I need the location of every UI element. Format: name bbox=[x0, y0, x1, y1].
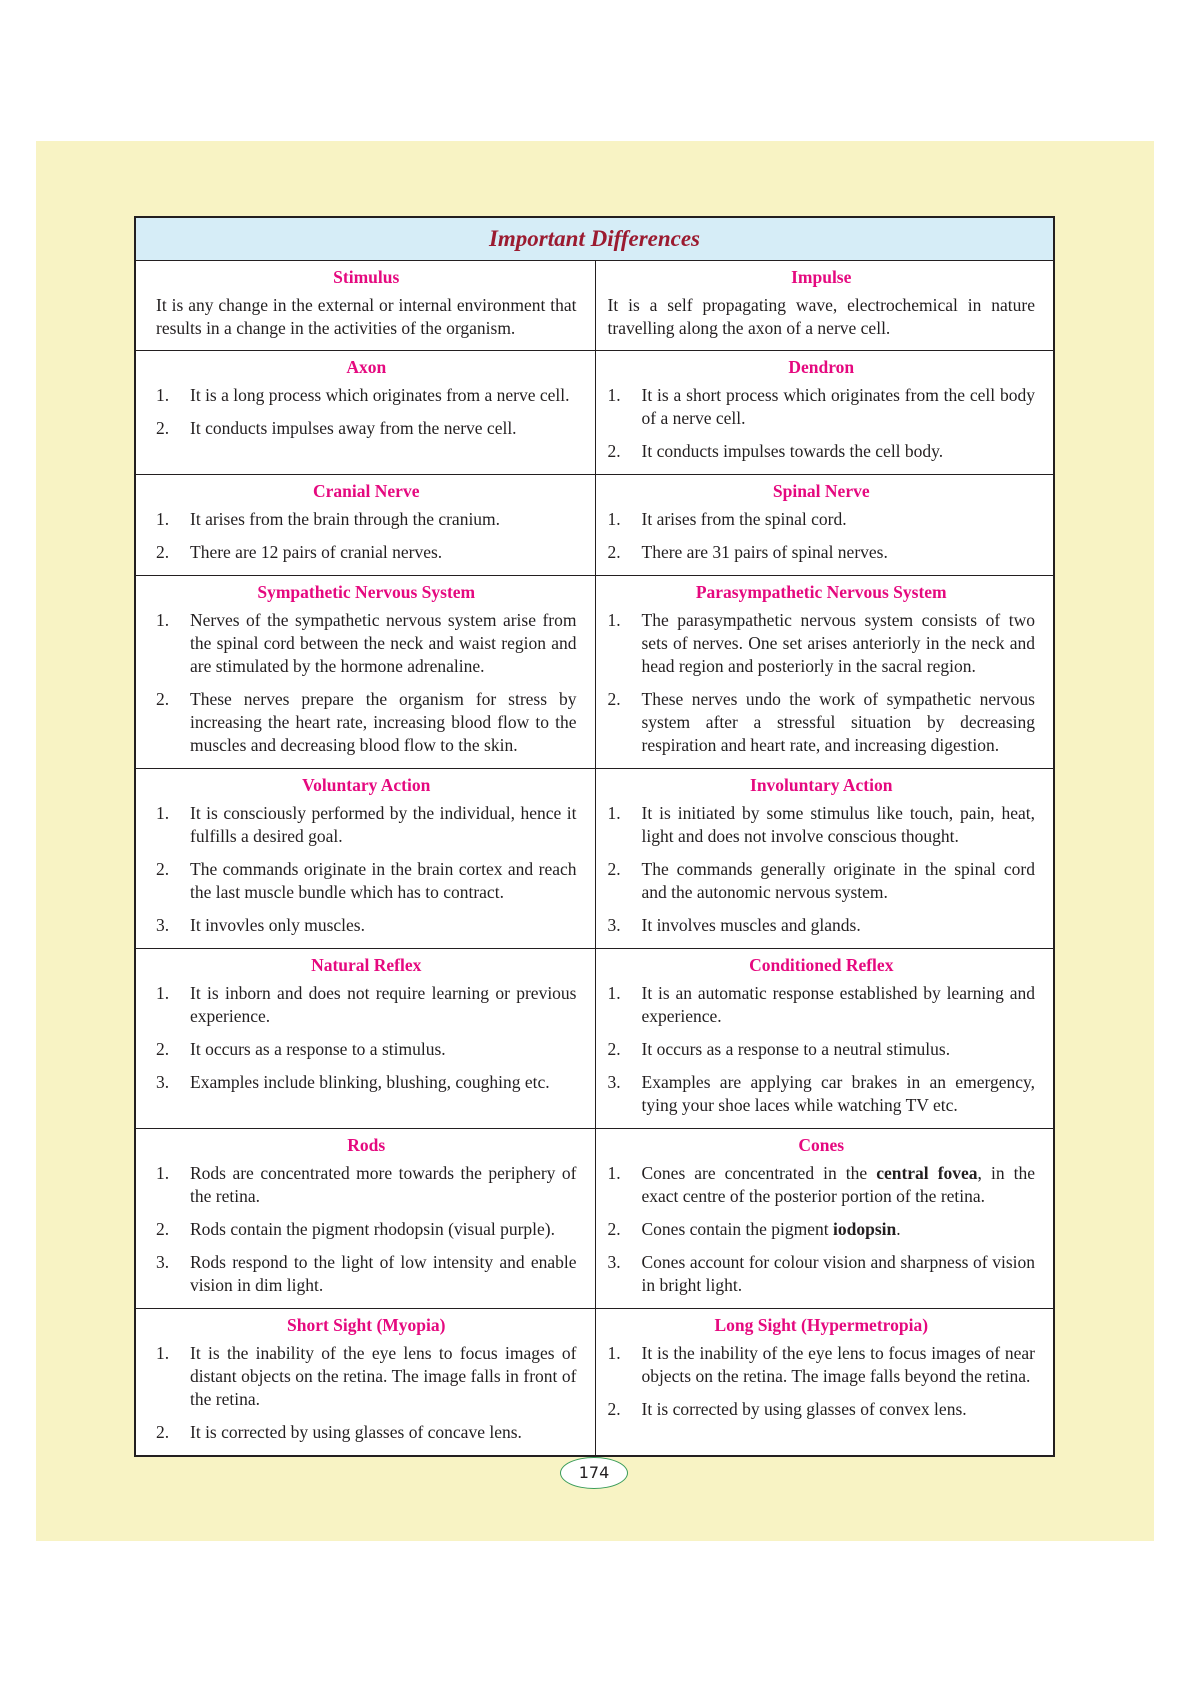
comparison-row bbox=[136, 1309, 1053, 1455]
item-text: There are 12 pairs of cranial nerves. bbox=[190, 542, 443, 562]
item-text: There are 31 pairs of spinal nerves. bbox=[641, 542, 888, 562]
left-column-cell bbox=[136, 949, 595, 1128]
left-column-cell bbox=[136, 351, 595, 474]
point-list bbox=[156, 508, 577, 564]
list-item bbox=[156, 1162, 577, 1208]
item-number: 2. bbox=[607, 1219, 621, 1239]
item-text: Cones account for colour vision and sharpness of vision in bright light. bbox=[641, 1252, 1035, 1295]
item-number: 2. bbox=[156, 418, 170, 438]
right-column-cell bbox=[595, 261, 1054, 350]
point-list bbox=[156, 384, 577, 440]
item-text: The parasympathetic nervous system consists of two sets of nerves. One set arises anteriorly in the neck and head region and posteriorly in the sacral region. bbox=[641, 610, 1035, 676]
term-heading: Axon bbox=[346, 357, 387, 377]
list-item bbox=[608, 914, 1036, 937]
point-list bbox=[608, 609, 1036, 757]
comparison-row bbox=[136, 576, 1053, 769]
key-term: central fovea bbox=[876, 1163, 978, 1183]
comparison-row bbox=[136, 949, 1053, 1129]
item-text: Cones are concentrated in the central fovea, in the exact centre of the posterior portion of the retina. bbox=[641, 1163, 1035, 1206]
item-number: 2. bbox=[156, 542, 170, 562]
point-list bbox=[156, 802, 577, 937]
list-item bbox=[156, 1038, 577, 1061]
term-heading: Impulse bbox=[791, 267, 852, 287]
list-item bbox=[608, 609, 1036, 678]
list-item bbox=[608, 508, 1036, 531]
term-heading: Sympathetic Nervous System bbox=[257, 582, 476, 602]
item-text: It is initiated by some stimulus like touch, pain, heat, light and does not involve conscious thought. bbox=[641, 803, 1035, 846]
left-column-cell bbox=[136, 769, 595, 948]
left-column-cell bbox=[136, 261, 595, 350]
item-text: It invovles only muscles. bbox=[190, 915, 365, 935]
list-item bbox=[608, 1342, 1036, 1388]
comparison-row bbox=[136, 475, 1053, 576]
item-number: 2. bbox=[156, 689, 170, 709]
list-item bbox=[156, 1342, 577, 1411]
item-number: 3. bbox=[607, 1072, 621, 1092]
term-heading: Long Sight (Hypermetropia) bbox=[714, 1315, 929, 1335]
right-column-cell bbox=[595, 1129, 1054, 1308]
list-item bbox=[608, 1071, 1036, 1117]
list-item bbox=[608, 802, 1036, 848]
item-number: 3. bbox=[156, 915, 170, 935]
list-item bbox=[156, 541, 577, 564]
item-number: 2. bbox=[607, 689, 621, 709]
list-item bbox=[156, 1218, 577, 1241]
point-list bbox=[156, 982, 577, 1094]
item-number: 1. bbox=[156, 1343, 170, 1363]
item-number: 1. bbox=[607, 983, 621, 1003]
item-text: It is a short process which originates from the cell body of a nerve cell. bbox=[641, 385, 1035, 428]
list-item bbox=[156, 914, 577, 937]
page-number: 174 bbox=[560, 1457, 628, 1489]
list-item bbox=[156, 384, 577, 407]
list-item bbox=[608, 1038, 1036, 1061]
comparison-row bbox=[136, 351, 1053, 475]
item-number: 2. bbox=[156, 1039, 170, 1059]
point-list bbox=[156, 1342, 577, 1444]
comparison-row bbox=[136, 1129, 1053, 1309]
right-column-cell bbox=[595, 576, 1054, 768]
term-heading: Short Sight (Myopia) bbox=[287, 1315, 446, 1335]
item-number: 1. bbox=[156, 610, 170, 630]
point-list bbox=[608, 384, 1036, 463]
right-column-cell bbox=[595, 351, 1054, 474]
right-column-cell bbox=[595, 949, 1054, 1128]
item-number: 1. bbox=[607, 509, 621, 529]
point-list bbox=[608, 802, 1036, 937]
point-list bbox=[156, 609, 577, 757]
right-column-cell bbox=[595, 1309, 1054, 1455]
right-column-cell bbox=[595, 475, 1054, 575]
item-number: 1. bbox=[607, 1343, 621, 1363]
item-number: 3. bbox=[607, 1252, 621, 1272]
differences-table bbox=[134, 216, 1055, 1457]
term-heading: Spinal Nerve bbox=[772, 481, 870, 501]
item-text: It is the inability of the eye lens to focus images of near objects on the retina. The image falls beyond the retina. bbox=[641, 1343, 1035, 1386]
term-heading: Natural Reflex bbox=[311, 955, 422, 975]
item-number: 1. bbox=[607, 1163, 621, 1183]
point-list bbox=[156, 1162, 577, 1297]
point-list bbox=[608, 1342, 1036, 1421]
item-number: 2. bbox=[607, 859, 621, 879]
right-column-cell bbox=[595, 769, 1054, 948]
item-number: 3. bbox=[156, 1252, 170, 1272]
item-number: 1. bbox=[607, 803, 621, 823]
left-column-cell bbox=[136, 576, 595, 768]
list-item bbox=[156, 858, 577, 904]
list-item bbox=[608, 1162, 1036, 1208]
item-text: The commands originate in the brain cortex and reach the last muscle bundle which has to contract. bbox=[190, 859, 577, 902]
term-description: It is a self propagating wave, electrochemical in nature travelling along the axon of a nerve cell. bbox=[607, 295, 1035, 338]
term-heading: Involuntary Action bbox=[750, 775, 893, 795]
item-number: 1. bbox=[156, 983, 170, 1003]
term-description: It is any change in the external or internal environment that results in a change in the activities of the organism. bbox=[156, 295, 577, 338]
point-list bbox=[608, 508, 1036, 564]
item-text: It is corrected by using glasses of convex lens. bbox=[641, 1399, 967, 1419]
item-text: It arises from the spinal cord. bbox=[641, 509, 847, 529]
list-item bbox=[608, 541, 1036, 564]
item-text: These nerves prepare the organism for stress by increasing the heart rate, increasing blood flow to the muscles and decreasing blood flow to the skin. bbox=[190, 689, 577, 755]
item-number: 1. bbox=[156, 803, 170, 823]
item-number: 2. bbox=[156, 1422, 170, 1442]
item-text: It conducts impulses away from the nerve cell. bbox=[190, 418, 517, 438]
point-list bbox=[608, 982, 1036, 1117]
list-item bbox=[608, 384, 1036, 430]
list-item bbox=[608, 688, 1036, 757]
left-column-cell bbox=[136, 475, 595, 575]
item-text: It conducts impulses towards the cell body. bbox=[641, 441, 944, 461]
list-item bbox=[608, 982, 1036, 1028]
item-number: 3. bbox=[156, 1072, 170, 1092]
list-item bbox=[156, 417, 577, 440]
item-text: It occurs as a response to a stimulus. bbox=[190, 1039, 446, 1059]
table-title: Important Differences bbox=[136, 218, 1053, 261]
item-text: It is the inability of the eye lens to focus images of distant objects on the retina. The image falls in front of the retina. bbox=[190, 1343, 577, 1409]
item-text: Cones contain the pigment iodopsin. bbox=[641, 1219, 901, 1239]
term-heading: Conditioned Reflex bbox=[749, 955, 894, 975]
item-text: Examples include blinking, blushing, coughing etc. bbox=[190, 1072, 550, 1092]
item-text: The commands generally originate in the spinal cord and the autonomic nervous system. bbox=[641, 859, 1035, 902]
item-number: 2. bbox=[607, 441, 621, 461]
item-number: 2. bbox=[607, 1399, 621, 1419]
list-item bbox=[608, 1251, 1036, 1297]
item-number: 1. bbox=[607, 385, 621, 405]
term-heading: Voluntary Action bbox=[302, 775, 431, 795]
item-text: It involves muscles and glands. bbox=[641, 915, 861, 935]
item-text: These nerves undo the work of sympathetic nervous system after a stressful situation by decreasing respiration and heart rate, and increasing digestion. bbox=[641, 689, 1035, 755]
term-heading: Cones bbox=[798, 1135, 845, 1155]
item-number: 1. bbox=[607, 610, 621, 630]
item-text: It is an automatic response established by learning and experience. bbox=[641, 983, 1035, 1026]
list-item bbox=[156, 1251, 577, 1297]
list-item bbox=[156, 688, 577, 757]
item-text: Nerves of the sympathetic nervous system arise from the spinal cord between the neck and waist region and are stimulated by the hormone adrenaline. bbox=[190, 610, 577, 676]
item-number: 3. bbox=[607, 915, 621, 935]
comparison-row bbox=[136, 261, 1053, 351]
list-item bbox=[156, 982, 577, 1028]
item-text: It is corrected by using glasses of concave lens. bbox=[190, 1422, 522, 1442]
left-column-cell bbox=[136, 1129, 595, 1308]
item-number: 1. bbox=[156, 385, 170, 405]
item-text: It is inborn and does not require learning or previous experience. bbox=[190, 983, 577, 1026]
list-item bbox=[608, 1398, 1036, 1421]
key-term: iodopsin bbox=[833, 1219, 897, 1239]
item-number: 2. bbox=[607, 1039, 621, 1059]
term-heading: Dendron bbox=[788, 357, 855, 377]
item-text: It arises from the brain through the cranium. bbox=[190, 509, 501, 529]
item-text: It is a long process which originates from a nerve cell. bbox=[190, 385, 570, 405]
left-column-cell bbox=[136, 1309, 595, 1455]
item-text: Rods are concentrated more towards the periphery of the retina. bbox=[190, 1163, 577, 1206]
list-item bbox=[156, 609, 577, 678]
item-number: 2. bbox=[607, 542, 621, 562]
item-number: 2. bbox=[156, 1219, 170, 1239]
comparison-row bbox=[136, 769, 1053, 949]
term-heading: Cranial Nerve bbox=[313, 481, 420, 501]
list-item bbox=[156, 1071, 577, 1094]
list-item bbox=[156, 802, 577, 848]
item-text: Examples are applying car brakes in an emergency, tying your shoe laces while watching TV etc. bbox=[641, 1072, 1035, 1115]
point-list bbox=[608, 1162, 1036, 1297]
item-text: Rods respond to the light of low intensity and enable vision in dim light. bbox=[190, 1252, 577, 1295]
list-item bbox=[608, 858, 1036, 904]
item-number: 1. bbox=[156, 509, 170, 529]
term-heading: Parasympathetic Nervous System bbox=[695, 582, 947, 602]
item-text: Rods contain the pigment rhodopsin (visual purple). bbox=[190, 1219, 556, 1239]
item-text: It is consciously performed by the individual, hence it fulfills a desired goal. bbox=[190, 803, 577, 846]
list-item bbox=[608, 1218, 1036, 1241]
list-item bbox=[156, 1421, 577, 1444]
list-item bbox=[608, 440, 1036, 463]
item-number: 1. bbox=[156, 1163, 170, 1183]
term-heading: Rods bbox=[347, 1135, 386, 1155]
item-number: 2. bbox=[156, 859, 170, 879]
item-text: It occurs as a response to a neutral stimulus. bbox=[641, 1039, 951, 1059]
list-item bbox=[156, 508, 577, 531]
term-heading: Stimulus bbox=[333, 267, 400, 287]
